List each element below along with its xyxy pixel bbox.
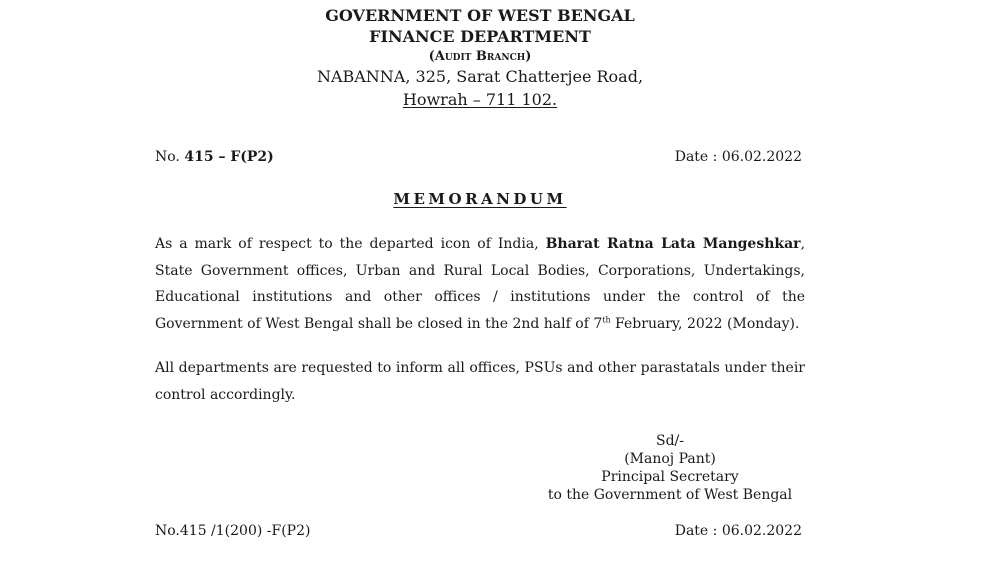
signature-designation: Principal Secretary	[601, 469, 739, 485]
footer-memo-number: No.415 /1(200) -F(P2)	[155, 523, 311, 539]
signature-sd: Sd/-	[656, 433, 684, 449]
header-department: FINANCE DEPARTMENT	[369, 27, 591, 46]
memo-date: Date : 06.02.2022	[674, 149, 802, 165]
memo-number-prefix: No.	[155, 149, 185, 165]
p1-text-b: , State Government offices, Urban and Rural Local Bodies, Corporations, Undertakings, Educational institutions and other offices / institutions under the control of the Government of West Bengal shall be closed in the 2nd half of 7	[155, 236, 806, 332]
header-address: NABANNA, 325, Sarat Chatterjee Road,	[316, 67, 644, 86]
header-city	[0, 90, 960, 109]
header-branch: (Audit Branch)	[428, 49, 532, 64]
p1-text-a: As a mark of respect to the departed icon of India,	[155, 236, 546, 252]
memo-number-value: 415 – F(P2)	[184, 149, 274, 165]
signature-organization: to the Government of West Bengal	[547, 487, 793, 503]
document-title	[0, 190, 960, 208]
document-title-text: MEMORANDUM	[393, 190, 567, 208]
header-government: GOVERNMENT OF WEST BENGAL	[325, 6, 635, 25]
signature-name: (Manoj Pant)	[624, 451, 716, 467]
p1-honoree: Bharat Ratna Lata Mangeshkar	[545, 236, 801, 252]
footer-memo-date: Date : 06.02.2022	[674, 523, 802, 539]
memo-number	[155, 149, 274, 165]
body-paragraph-2: All departments are requested to inform all offices, PSUs and other parastatals under their control accordingly.	[155, 360, 805, 403]
header-city-text: Howrah – 711 102.	[402, 90, 558, 109]
body-paragraph-1	[155, 231, 805, 337]
p1-text-c: February, 2022 (Monday).	[610, 315, 800, 332]
p1-superscript: th	[602, 314, 611, 324]
